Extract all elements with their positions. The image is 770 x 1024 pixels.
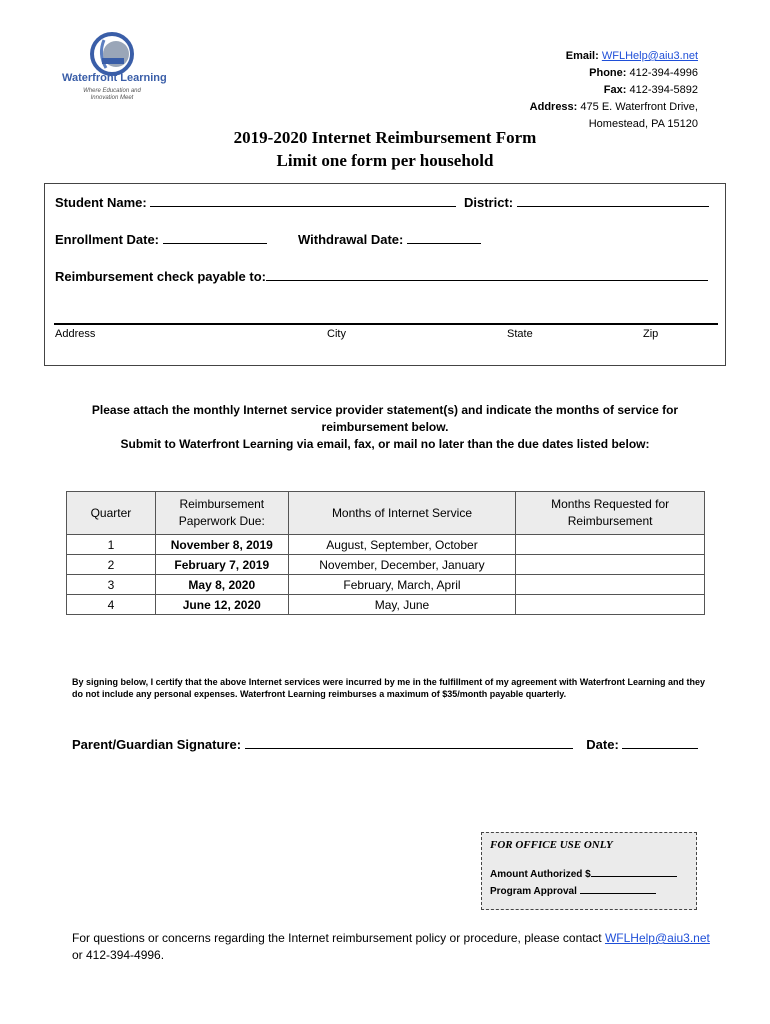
check-payable-field[interactable] <box>266 268 708 281</box>
requested-header-line2: Reimbursement <box>567 514 653 528</box>
email-link[interactable]: WFLHelp@aiu3.net <box>601 50 698 62</box>
district-field[interactable] <box>517 194 709 207</box>
address-caption: Address <box>55 328 96 340</box>
signature-field[interactable] <box>245 736 573 749</box>
footer-text-main: For questions or concerns regarding the Internet reimbursement policy or procedure, please contact <box>72 931 602 945</box>
requested-cell[interactable] <box>516 535 705 555</box>
program-approval-field[interactable] <box>580 884 656 894</box>
table-row <box>67 535 705 555</box>
months-cell: November, December, January <box>288 555 516 575</box>
email-label: Email: <box>565 50 599 62</box>
zip-caption: Zip <box>643 328 659 340</box>
footer-email-link[interactable]: WFLHelp@aiu3.net <box>604 931 710 945</box>
signature-row <box>72 736 698 752</box>
check-payable-row <box>55 268 708 284</box>
office-use-box <box>481 832 697 910</box>
requested-cell[interactable] <box>516 555 705 575</box>
address-line[interactable] <box>54 323 718 325</box>
student-name-row <box>55 194 709 210</box>
amount-authorized-label: Amount Authorized $ <box>490 869 591 880</box>
amount-authorized-row <box>490 867 677 880</box>
logo-name: Waterfront Learning <box>62 72 167 84</box>
table-header-row <box>67 492 705 535</box>
date-field[interactable] <box>622 736 698 749</box>
instructions-line3: Submit to Waterfront Learning via email, fax, or mail no later than the due dates listed below: <box>120 437 650 451</box>
fax-value: 412-394-5892 <box>629 84 698 96</box>
due-cell: May 8, 2020 <box>155 575 288 595</box>
due-header <box>155 492 288 535</box>
form-title-line1: 2019-2020 Internet Reimbursement Form <box>233 128 537 147</box>
withdrawal-date-label: Withdrawal Date: <box>298 232 404 247</box>
footer-text <box>72 930 712 964</box>
address-line2: Homestead, PA 15120 <box>588 118 698 130</box>
enrollment-date-row <box>55 231 267 247</box>
fax-label: Fax: <box>603 84 627 96</box>
months-cell: May, June <box>288 595 516 615</box>
due-cell: February 7, 2019 <box>155 555 288 575</box>
table-row <box>67 555 705 575</box>
footer-phone: or 412-394-4996. <box>72 948 165 962</box>
quarter-cell: 3 <box>67 575 156 595</box>
program-approval-label: Program Approval <box>490 886 577 897</box>
due-header-line1: Reimbursement <box>179 497 265 511</box>
address-line1: 475 E. Waterfront Drive, <box>580 101 698 113</box>
check-payable-label: Reimbursement check payable to: <box>55 269 266 284</box>
contact-info <box>530 48 698 133</box>
phone-value: 412-394-4996 <box>629 67 698 79</box>
months-cell: February, March, April <box>288 575 516 595</box>
requested-cell[interactable] <box>516 575 705 595</box>
quarter-table <box>66 491 705 615</box>
quarter-cell: 2 <box>67 555 156 575</box>
due-cell: June 12, 2020 <box>155 595 288 615</box>
form-title-line2: Limit one form per household <box>276 151 494 170</box>
months-cell: August, September, October <box>288 535 516 555</box>
withdrawal-date-row <box>298 231 481 247</box>
withdrawal-date-field[interactable] <box>407 231 481 244</box>
due-header-line2: Paperwork Due: <box>178 514 265 528</box>
table-row <box>67 595 705 615</box>
months-header: Months of Internet Service <box>288 492 516 535</box>
quarter-header: Quarter <box>67 492 156 535</box>
quarter-cell: 1 <box>67 535 156 555</box>
enrollment-date-label: Enrollment Date: <box>55 232 160 247</box>
due-cell: November 8, 2019 <box>155 535 288 555</box>
city-caption: City <box>327 328 346 340</box>
logo-tagline: Where Education and Innovation Meet <box>83 88 141 101</box>
district-label: District: <box>463 195 514 210</box>
student-name-field[interactable] <box>150 194 456 207</box>
requested-header-line1: Months Requested for <box>551 497 670 511</box>
phone-label: Phone: <box>589 67 627 79</box>
certification-text: By signing below, I certify that the above Internet services were incurred by me in the fulfillment of my agreement with Waterfront Learning and they do not include any personal expenses. Waterfront Learning reimburses a maximum of $35/month payable quarterly. <box>72 677 705 699</box>
office-use-title: FOR OFFICE USE ONLY <box>490 839 613 851</box>
date-label: Date: <box>586 737 619 752</box>
quarter-cell: 4 <box>67 595 156 615</box>
program-approval-row <box>490 884 656 897</box>
instructions <box>60 402 710 453</box>
requested-cell[interactable] <box>516 595 705 615</box>
student-name-label: Student Name: <box>55 195 147 210</box>
requested-header <box>516 492 705 535</box>
table-row <box>67 575 705 595</box>
state-caption: State <box>507 328 533 340</box>
amount-authorized-field[interactable] <box>591 867 677 877</box>
address-label: Address: <box>529 101 578 113</box>
signature-label: Parent/Guardian Signature: <box>72 737 242 752</box>
form-title <box>0 126 770 172</box>
enrollment-date-field[interactable] <box>163 231 267 244</box>
instructions-line1: Please attach the monthly Internet service provider statement(s) and indicate the months of service for <box>91 403 679 417</box>
instructions-line2: reimbursement below. <box>321 420 449 434</box>
